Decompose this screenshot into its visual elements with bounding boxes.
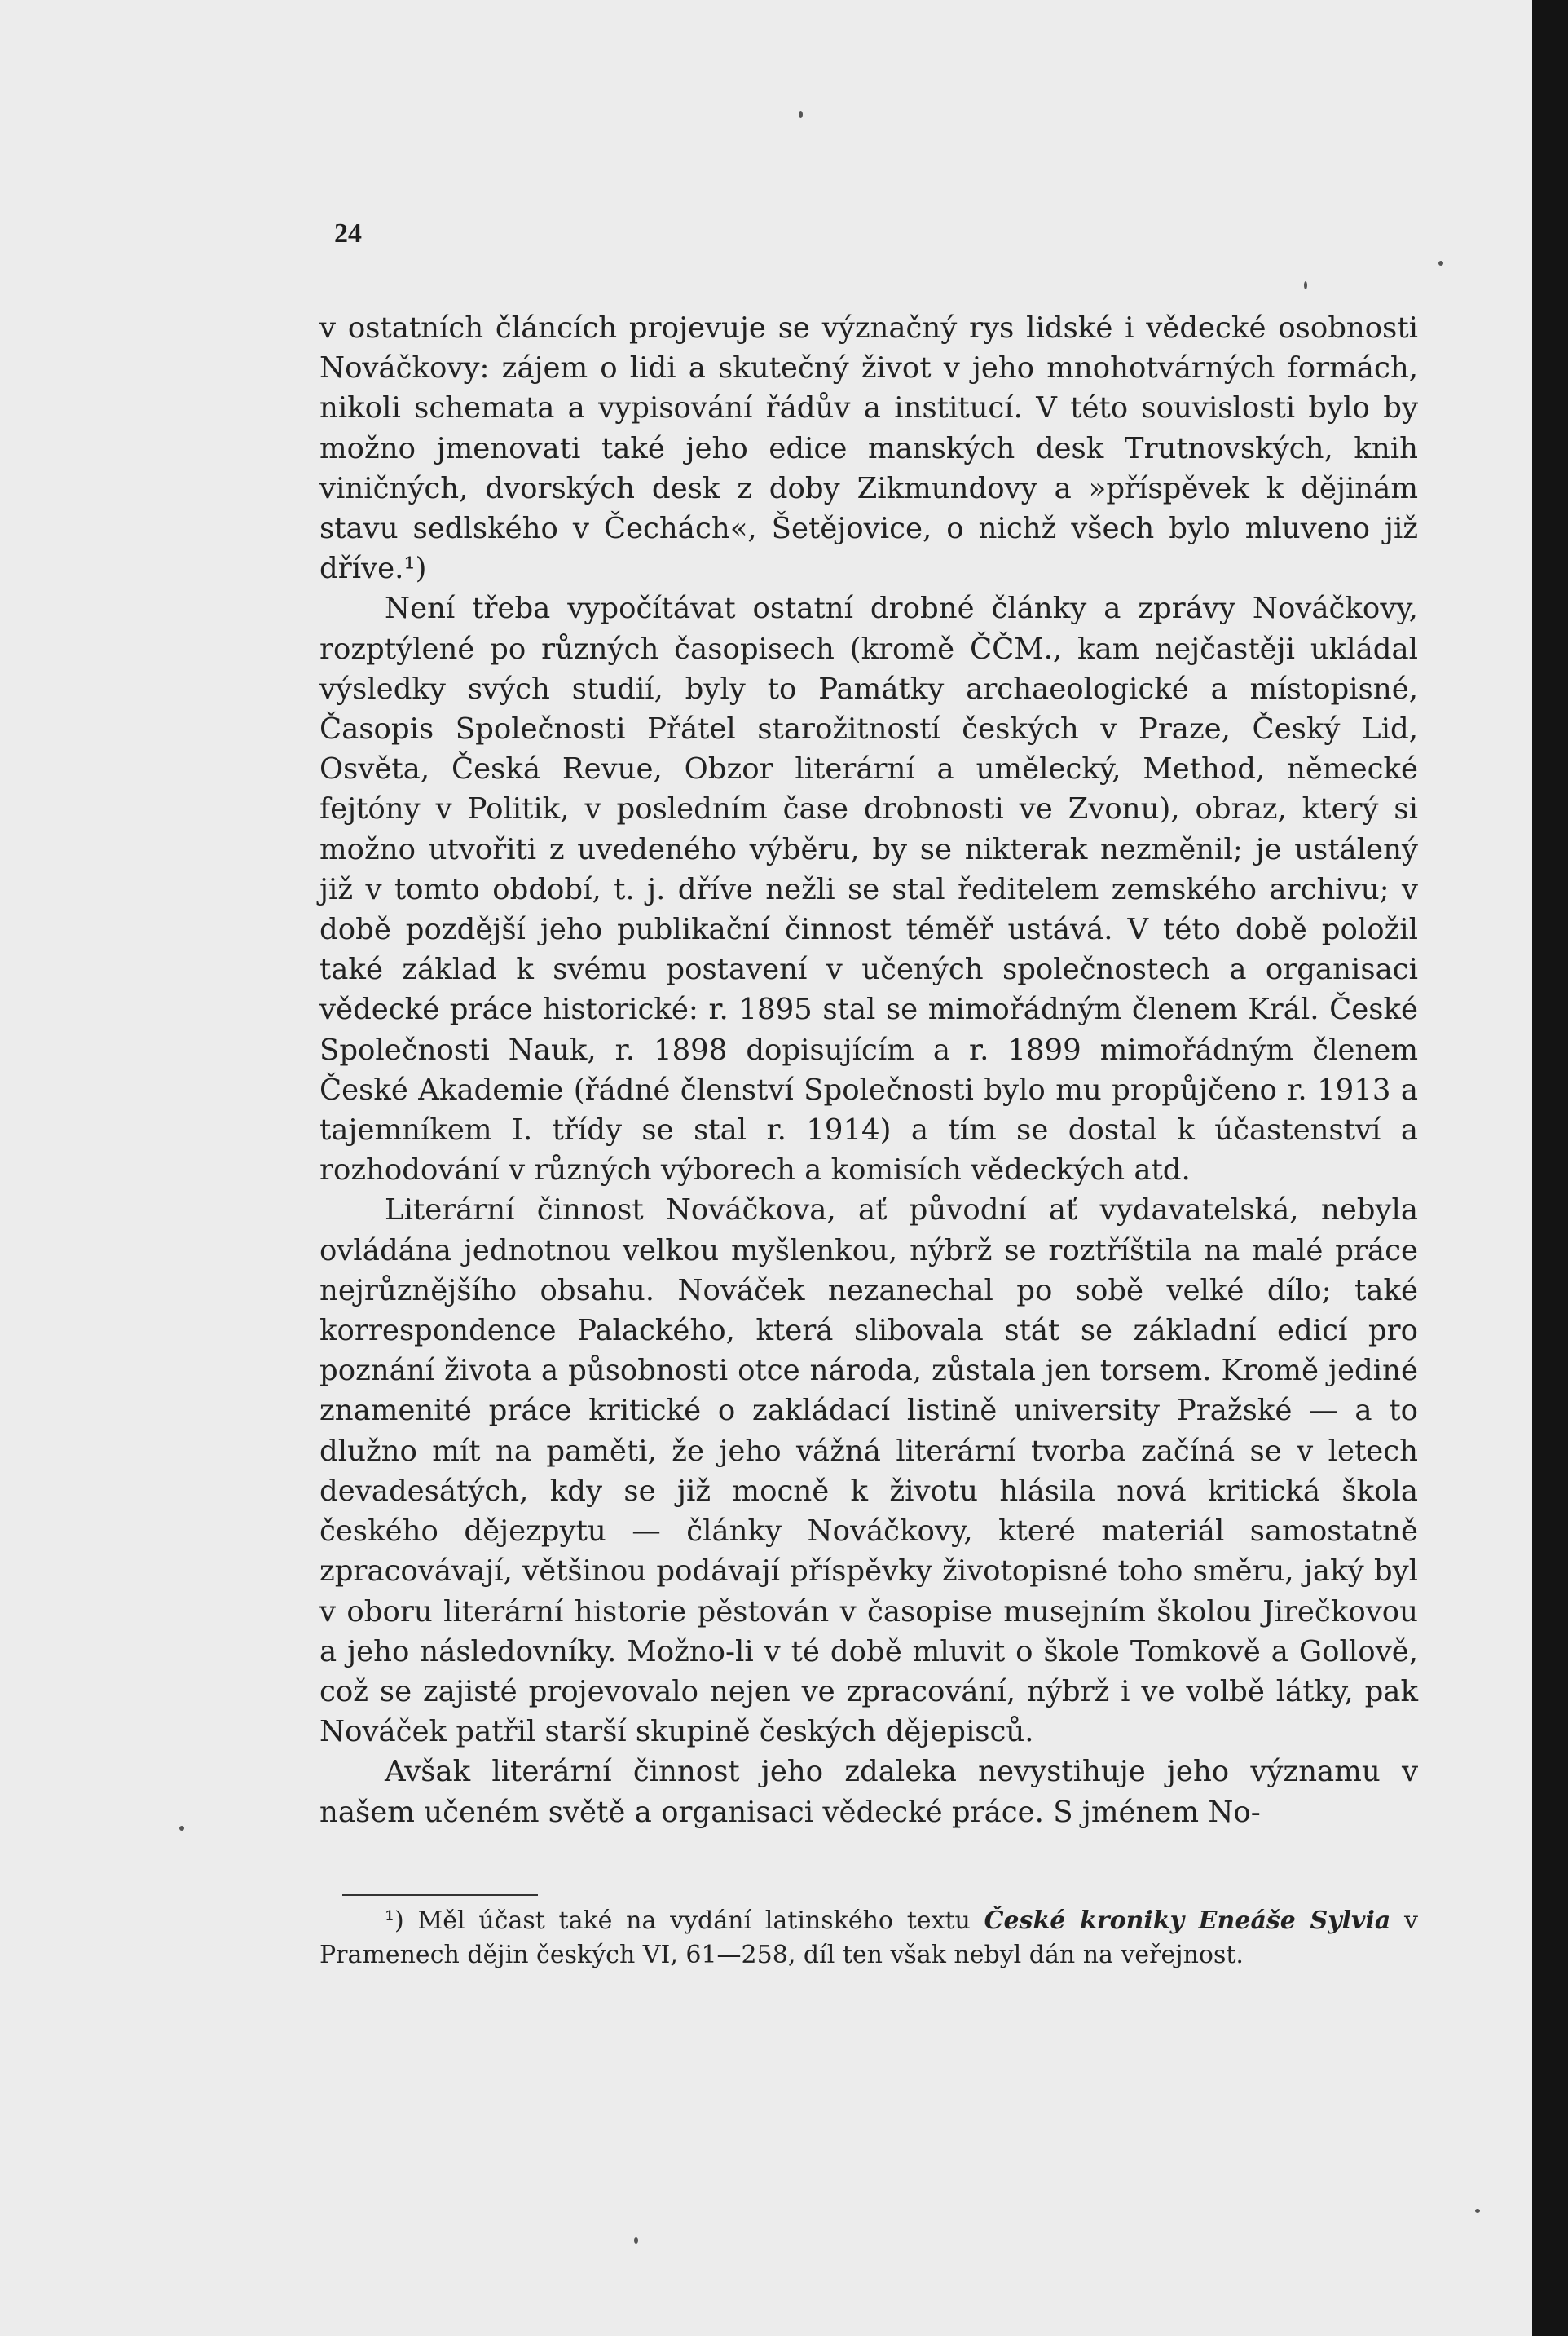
footnote-text-start: ¹) Měl účast také na vydání latinského textu	[385, 1906, 984, 1935]
scan-speck	[179, 1826, 184, 1831]
footnote-divider	[342, 1894, 538, 1896]
scan-speck	[634, 2237, 638, 2244]
paragraph-3: Literární činnost Nováčkova, ať původní ať vydavatelská, nebyla ovládána jednotnou velkou myšlenkou, nýbrž se roztříštila na malé práce nejrůznějšího obsahu. Nováček nezanechal po sobě velké dílo; také korrespondence Palackého, která slibovala stát se základní edicí pro poznání života a působnosti otce národa, zůstala jen torsem. Kromě jediné znamenité práce kritické o zakládací listině university Pražské — a to dlužno mít na paměti, že jeho vážná literární tvorba začíná se v letech devadesátých, kdy se již mocně k životu hlásila nová kritická škola českého dějezpytu — články Nováčkovy, které materiál samostatně zpracovávají, většinou podávají příspěvky životopisné toho směru, jaký byl v oboru literární historie pěstován v časopise musejním školou Jirečkovou a jeho následovníky. Možno-li v té době mluvit o škole Tomkově a Gollově, což se zajisté projevovalo nejen ve zpracování, nýbrž i ve volbě látky, pak Nováček patřil starší skupině českých dějepisců.	[319, 1193, 1418, 1749]
footnote-text-end: v Pramenech dějin českých VI, 61—258, díl ten však nebyl dán na veřejnost.	[319, 1906, 1419, 1969]
footnote-title: České kroniky Eneáše Sylvia	[984, 1906, 1391, 1935]
scan-speck	[1304, 281, 1307, 289]
paragraph-4: Avšak literární činnost jeho zdaleka nevystihuje jeho významu v našem učeném světě a organisaci vědecké práce. S jménem No-	[319, 1755, 1418, 1829]
scan-speck	[1438, 261, 1443, 266]
footnote	[319, 1904, 1418, 1972]
paragraph-1: v ostatních článcích projevuje se význačný rys lidské i vědecké osobnosti Nováčkovy: zájem o lidi a skutečný život v jeho mnohotvárných formách, nikoli schemata a vypisování řádův a institucí. V této souvislosti bylo by možno jmenovati také jeho edice manských desk Trutnovských, knih viničných, dvorských desk z doby Zikmundovy a »příspěvek k dějinám stavu sedlského v Čechách«, Šetějovice, o nichž všech bylo mluveno již dříve.¹)	[319, 311, 1418, 586]
scan-speck	[1475, 2209, 1480, 2213]
page-number: 24	[334, 218, 362, 249]
body-text	[319, 308, 1418, 1832]
scan-speck	[799, 111, 803, 118]
scan-edge	[1532, 0, 1568, 2336]
paragraph-2: Není třeba vypočítávat ostatní drobné články a zprávy Nováčkovy, rozptýlené po různých časopisech (kromě ČČM., kam nejčastěji ukládal výsledky svých studií, byly to Památky archaeologické a místopisné, Časopis Společnosti Přátel starožitností českých v Praze, Český Lid, Osvěta, Česká Revue, Obzor literární a umělecký, Method, německé fejtóny v Politik, v posledním čase drobnosti ve Zvonu), obraz, který si možno utvořiti z uvedeného výběru, by se nikterak nezměnil; je ustálený již v tomto období, t. j. dříve nežli se stal ředitelem zemského archivu; v době pozdější jeho publikační činnost téměř ustává. V této době položil také základ k svému postavení v učených společnostech a organisaci vědecké práce historické: r. 1895 stal se mimořádným členem Král. České Společnosti Nauk, r. 1898 dopisujícím a r. 1899 mimořádným členem České Akademie (řádné členství Společnosti bylo mu propůjčeno r. 1913 a tajemníkem I. třídy se stal r. 1914) a tím se dostal k účastenství a rozhodování v různých výborech a komisích vědeckých atd.	[319, 592, 1418, 1188]
